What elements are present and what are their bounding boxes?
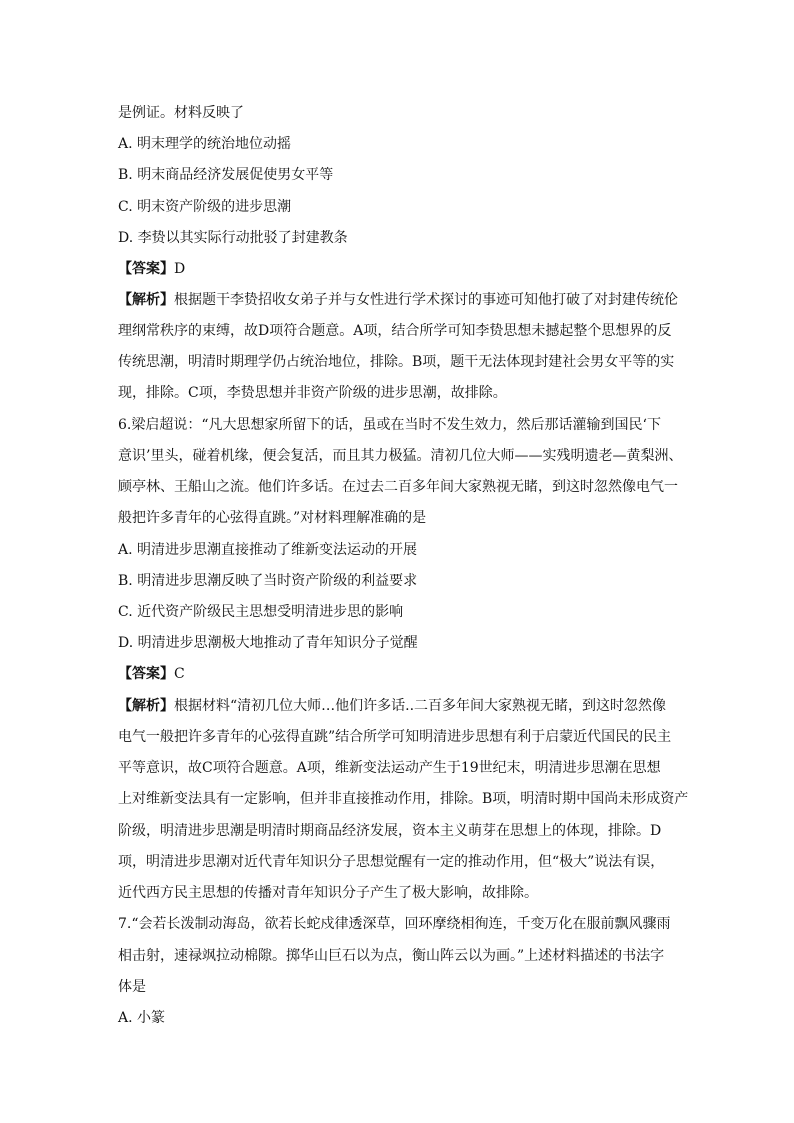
q6-analysis-line-3: 平等意识，故C项符合题意。A项，维新变法运动产生于19世纪末，明清进步思潮在思想 [118, 760, 661, 776]
q6-stem-line-4: 般把许多青年的心弦得直跳。”对材料理解准确的是 [118, 510, 427, 526]
q6-option-b: B. 明清进步思潮反映了当时资产阶级的利益要求 [118, 573, 418, 589]
q5-option-a: A. 明末理学的统治地位动摇 [118, 136, 292, 152]
q5-stem-tail: 是例证。材料反映了 [118, 105, 244, 121]
q6-option-c: C. 近代资产阶级民主思想受明清进步思的影响 [118, 604, 404, 620]
answer-tag: 【答案】 [118, 261, 174, 277]
answer-value: D [174, 261, 186, 277]
q5-analysis-line-3: 传统思潮，明清时期理学仍占统治地位，排除。B项，题干无法体现封建社会男女平等的实 [118, 354, 675, 370]
q6-option-a: A. 明清进步思潮直接推动了维新变法运动的开展 [118, 542, 418, 558]
q5-option-c: C. 明末资产阶级的进步思潮 [118, 199, 292, 215]
q6-analysis-line-2: 电气一般把许多青年的心弦得直跳”结合所学可知明清进步思想有利于启蒙近代国民的民主 [118, 729, 672, 745]
q5-option-d: D. 李贽以其实际行动批驳了封建教条 [118, 230, 348, 246]
q6-analysis-line-4: 上对维新变法具有一定影响，但并非直接推动作用，排除。B项，明清时期中国尚未形成资产 [118, 791, 689, 807]
q7-stem-line-3: 体是 [118, 979, 146, 995]
q7-stem-line-2: 相击射，速禄飒拉动棉隙。掷华山巨石以为点，衡山阵云以为画。”上述材料描述的书法字 [118, 948, 665, 964]
q6-analysis-line-6: 项，明清进步思潮对近代青年知识分子思想觉醒有一定的推动作用，但“极大”说法有误， [118, 854, 665, 870]
q6-stem-line-3: 顾亭林、王船山之流。他们许多话。在过去二百多年间大家熟视无睹，到这时忽然像电气一 [118, 479, 678, 495]
q7-option-a: A. 小篆 [118, 1010, 166, 1026]
q6-analysis-line-5: 阶级，明清进步思潮是明清时期商品经济发展，资本主义萌芽在思想上的体现，排除。D [118, 823, 662, 839]
q6-option-d: D. 明清进步思潮极大地推动了青年知识分子觉醒 [118, 635, 418, 651]
q6-analysis-line-7: 近代西方民主思想的传播对青年知识分子产生了极大影响，故排除。 [118, 885, 538, 901]
q5-analysis-line-1 [118, 290, 688, 310]
q5-analysis-line-4: 现，排除。C项，李贽思想并非资产阶级的进步思潮，故排除。 [118, 385, 507, 401]
q6-stem-line-1: 6.梁启超说：“凡大思想家所留下的话，虽或在当时不发生效力，然后那话灌输到国民‘下 [118, 417, 661, 433]
q5-answer [118, 259, 688, 279]
answer-tag: 【答案】 [118, 666, 174, 682]
q5-option-b: B. 明末商品经济发展促使男女平等 [118, 167, 334, 183]
analysis-tag: 【解析】 [118, 698, 174, 714]
q5-analysis-line-2: 理纲常秩序的束缚，故D项符合题意。A项，结合所学可知李贽思想未撼起整个思想界的反 [118, 323, 672, 339]
analysis-text: 根据材料“清初几位大师…他们许多话..二百多年间大家熟视无睹，到这时忽然像 [174, 698, 667, 714]
q6-answer [118, 664, 688, 684]
analysis-text: 根据题干李贽招收女弟子并与女性进行学术探讨的事迹可知他打破了对封建传统伦 [174, 292, 678, 308]
q7-stem-line-1: 7.“会若长泼制动海岛，欲若长蛇戍律透深草，回环摩绕相徇连，千变万化在服前飘风骤雨 [118, 916, 671, 932]
q6-stem-line-2: 意识’里头，碰着机缘，便会复活，而且其力极猛。清初几位大师——实残明遗老—黄梨洲、 [118, 448, 683, 464]
q6-analysis-line-1 [118, 696, 688, 716]
answer-value: C [174, 666, 185, 682]
analysis-tag: 【解析】 [118, 292, 174, 308]
